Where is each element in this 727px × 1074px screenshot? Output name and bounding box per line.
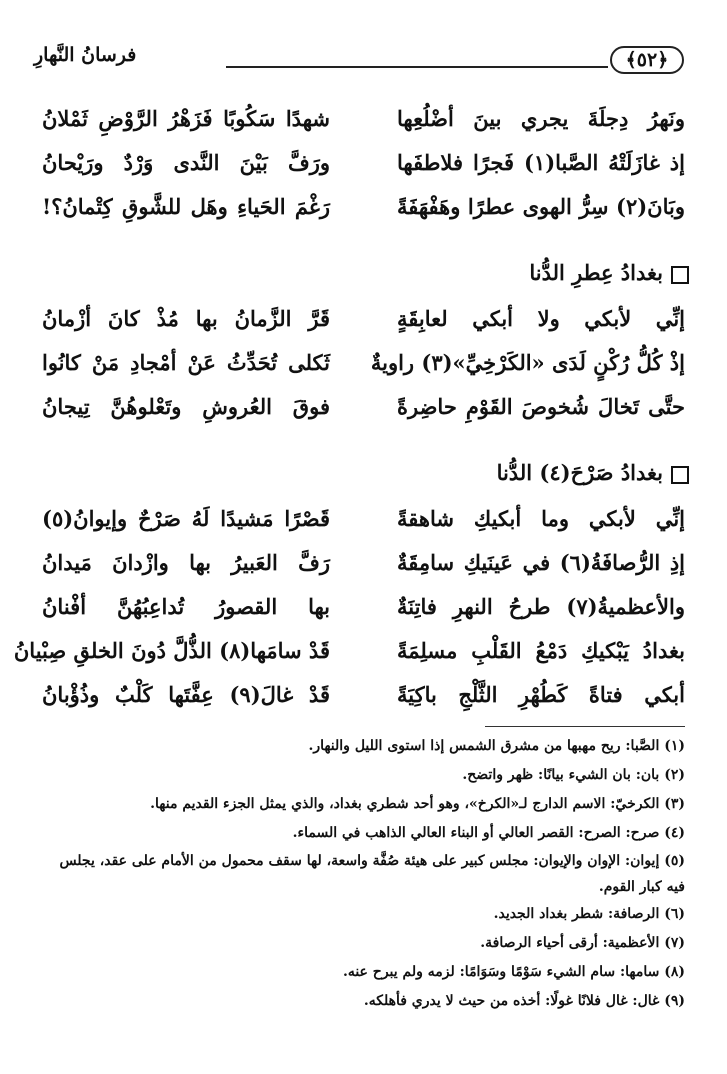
footnote: (٩) غال: غال فلانًا غولًا: أخذه من حيث لا يدري فأهلكه. (363, 993, 685, 1009)
verse-row (42, 297, 685, 341)
footnote: (٤) صرح: الصرح: القصر العالي أو البناء العالي الذاهب في السماء. (292, 825, 685, 841)
footnote: (١) الصَّبا: ريح مهبها من مشرق الشمس إذا استوى الليل والنهار. (308, 738, 685, 754)
verse-first-hemistich: والأعظميةُ(٧) طرحُ النهرِ فاتِنَةٌ (397, 594, 685, 619)
footnote: (٦) الرصافة: شطر بغداد الجديد. (493, 906, 685, 922)
square-bullet-icon (671, 466, 689, 484)
section-heading (529, 254, 689, 292)
verse-row (42, 385, 685, 429)
footnote: (٧) الأعظمية: أرقى أحياء الرصافة. (480, 935, 685, 951)
verse-second-hemistich: ثَكلى تُحَدِّثُ عَنْ أمْجادِ مَنْ كانُوا (42, 350, 330, 375)
square-bullet-icon (671, 266, 689, 284)
verse-first-hemistich: إنِّي لأبكي ولا أبكي لعابِقَةٍ (397, 306, 685, 331)
verse-row (42, 541, 685, 585)
verse-row (42, 341, 685, 385)
verse-first-hemistich: إذِ الرُّصافَةُ(٦) في عَينَيكِ سامِقَةٌ (397, 550, 686, 575)
verse-row (42, 585, 685, 629)
verse-first-hemistich: إنِّي لأبكي وما أبكيكِ شاهقةً (397, 506, 685, 531)
verse-second-hemistich: فوقَ العُروشِ وتَعْلوهُنَّ تِيجانُ (42, 394, 330, 419)
verse-second-hemistich: رَفَّ العَبيرُ بها وازْدانَ مَيدانُ (42, 550, 330, 575)
verse-second-hemistich: قَرَّ الزَّمانُ بها مُذْ كانَ أزْمانُ (42, 306, 330, 331)
verse-second-hemistich: رَغْمَ الحَياءِ وهَل للشَّوقِ كِتْمانُ؟! (42, 194, 330, 219)
verse-first-hemistich: أبكي فتاةً كَطُهْرِ الثَّلْجِ باكِيَةً (397, 682, 685, 707)
page-number: ﴿٥٢﴾ (610, 46, 684, 74)
verse-row (42, 141, 685, 185)
section-heading (497, 454, 689, 492)
verse-row (42, 673, 685, 717)
verse-row (42, 97, 685, 141)
verse-first-hemistich: بغدادُ يَبْكيكِ دَمْعُ القَلْبِ مسلِمَةً (397, 638, 685, 663)
verse-first-hemistich: إذْ كُلُّ رُكْنٍ لَدَى «الكَرْخِيِّ»(٣) راويةٌ (370, 350, 685, 375)
footnotes (42, 732, 685, 1016)
verse-first-hemistich: وبَانَ(٢) سِرُّ الهوى عطرًا وهَفْهَفَةً (397, 194, 685, 219)
footnote-separator (485, 726, 685, 727)
verse-first-hemistich: حتَّى تَخالَ شُخوصَ القَوْمِ حاضِرةً (397, 394, 685, 419)
section-heading-text: بغدادُ عِطرِ الدُّنا (529, 260, 663, 285)
footnote: (٣) الكرخيّ: الاسم الدارج لـ«الكرخ»، وهو أحد شطري بغداد، والذي يمثل الجزء القديم منها. (150, 796, 685, 812)
verse-first-hemistich: إذ غازَلَتْهُ الصَّبا(١) فَجرًا فلاطفَها (397, 150, 685, 175)
verse-row (42, 497, 685, 541)
verse-second-hemistich: بها القصورُ تُداعِبُهُنَّ أفْنانُ (42, 594, 330, 619)
verse-second-hemistich: قَدْ سامَها(٨) الذُّلَّ دُونَ الخلقِ صِبْيانُ (13, 638, 330, 663)
verse-second-hemistich: قَدْ غالَ(٩) عِفَّتَها كَلْبٌ وذُؤْبانُ (42, 682, 330, 707)
header-rule (226, 66, 608, 68)
page-header (30, 40, 697, 76)
footnote: (٢) بان: بان الشيء بيانًا: ظهر واتضح. (462, 767, 685, 783)
verse-second-hemistich: شهدًا سَكُوبًا فَزَهْرُ الرَّوْضِ ثَمْلانُ (42, 106, 330, 131)
footnote: (٥) إيوان: الإوان والإيوان: مجلس كبير على هيئة صُفَّة واسعة، لها سقف محمول من الأمام على عقد، يجلس فيه كبار القوم. (59, 853, 685, 895)
verse-first-hemistich: ونَهرُ دِجلَةَ يجري بينَ أضْلُعِها (397, 106, 685, 131)
book-title: فرسانُ النَّهارِ (34, 44, 137, 66)
section-heading-text: بغدادُ صَرْحَ(٤) الدُّنا (496, 460, 663, 485)
verse-row (13, 629, 685, 673)
verse-second-hemistich: قَصْرًا مَشيدًا لَهُ صَرْحٌ وإيوانُ(٥) (42, 506, 330, 531)
verse-second-hemistich: ورَفَّ بَيْنَ النَّدى وَرْدٌ ورَيْحانُ (42, 150, 330, 175)
verse-row (42, 185, 685, 229)
footnote: (٨) سامها: سام الشيء سَوْمًا وسَوَامًا: لزمه ولم يبرح عنه. (342, 964, 685, 980)
